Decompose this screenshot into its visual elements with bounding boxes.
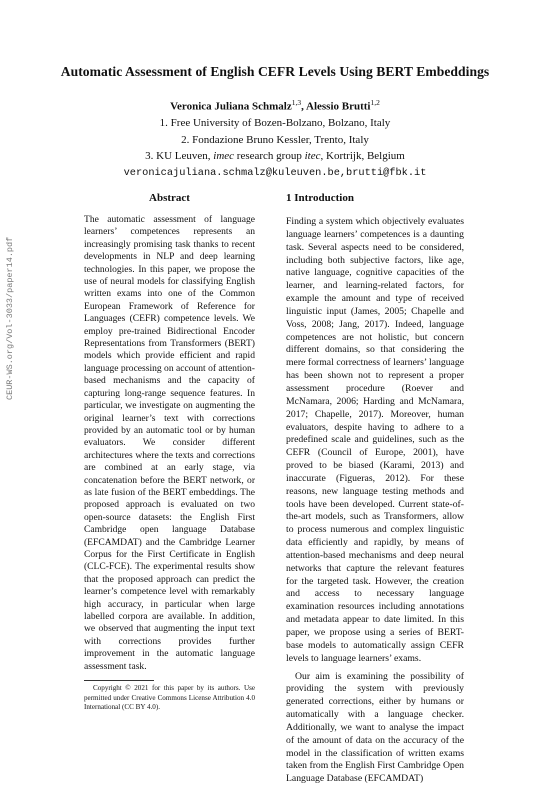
intro-heading: 1 Introduction [286,192,354,204]
author-2-affil: 1,2 [370,98,380,107]
footnote-rule [84,680,154,681]
left-column [84,192,255,673]
sidebar-stamp: CEUR-WS.org/Vol-3033/paper14.pdf [5,236,15,400]
intro-paragraph-1: Finding a system which objectively evaluates language learners’ competences is a daunting task. Several aspects need to be considered, including both subjective factors, like age, native language, cognitive capacities of the learner, and learning-related factors, for example the amount and type of received linguistic input (James, 2005; Chapelle and Voss, 2008; Jang, 2017). Indeed, language competences are not holistic, but concern different domains, so that considering the mere formal correctness of learners’ language has been shown not to represent a proper assessment procedure (Roever and McNamara, 2006; Harding and McNamara, 2017; Chapelle, 2017). Moreover, human evaluators, despite having to adhere to a predefined scale and guidelines, such as the CEFR (Council of Europe, 2001), have proved to be biased (Karami, 2013) and inaccurate (Figueras, 2012). For these reasons, new language testing methods and tools have been developed. Current state-of-the-art models, such as Transformers, allow to process numerous and complex linguistic data efficiently and rapidly, by means of attention-based mechanisms and deep neural networks that capture the relevant features for the targeted task. However, the creation and access to necessary language examination resources including annotations and metadata appear to date limited. In this paper, we propose using a series of BERT-base models to automatically assign CEFR levels to language learners’ exams. [286,216,464,664]
copyright-text: Copyright © 2021 for this paper by its authors. Use permitted under Creative Commons License Attribution 4.0 International (CC BY 4.0). [84,684,255,712]
affil3-imec: imec [213,150,235,163]
abstract-heading: Abstract [149,192,190,204]
affil3-part: , Kortrijk, Belgium [320,150,405,163]
author-email: veronicajuliana.schmalz@kuleuven.be,brutti@fbk.it [123,166,427,179]
affil3-itec: itec [304,150,321,163]
affiliation-1: 1. Free University of Bozen-Bolzano, Bolzano, Italy [159,117,391,130]
right-column [286,192,464,786]
author-block [0,95,550,181]
paper-title: Automatic Assessment of English CEFR Levels Using BERT Embeddings [60,64,490,79]
intro-body [286,216,464,786]
author-1-affil: 1,3 [291,98,302,107]
affil3-part: 3. KU Leuven, [145,150,214,163]
affiliation-2: 2. Fondazione Bruno Kessler, Trento, Italy [181,133,369,146]
author-names [0,95,550,115]
abstract-text: The automatic assessment of language learners’ competences represents an increasingly promising task thanks to recent developments in NLP and deep learning technologies. In this paper, we propose the use of neural models for classifying English written exams into one of the Common European Framework of Reference for Languages (CEFR) competence levels. We employ pre-trained Bidirectional Encoder Representations from Transformers (BERT) models which provide efficient and rapid language processing on account of attention-based mechanisms and the capacity of capturing long-range sequence features. In particular, we investigate on augmenting the original learner’s text with corrections provided by an automatic tool or by human evaluators. We consider different architectures where the texts and corrections are combined at an early stage, via concatenation before the BERT network, or as late fusion of the BERT embeddings. The proposed approach is evaluated on two open-source datasets: the English First Cambridge open language Database (EFCAMDAT) and the Cambridge Learner Corpus for the First Certificate in English (CLC-FCE). The experimental results show that the proposed approach can predict the learner’s competence level with remarkably high accuracy, in particular when large labelled corpora are available. In addition, we observed that augmenting the input text with corrections provides further improvement in the automatic language assessment task. [84,214,255,672]
copyright-footnote [84,684,255,713]
author-separator: , [301,100,307,113]
intro-paragraph-2: Our aim is examining the possibility of providing the system with previously generated corrections, either by humans or automatically with a language checker. Additionally, we want to analyse the impact of the amount of data on the accuracy of the model in the classification of written exams taken from the English First Cambridge Open Language Database (EFCAMDAT) [286,670,464,785]
affil3-part: research group [234,150,305,163]
affiliation-3 [0,148,550,165]
author-1: Veronica Juliana Schmalz [170,100,292,113]
author-2: Alessio Brutti [306,100,371,113]
